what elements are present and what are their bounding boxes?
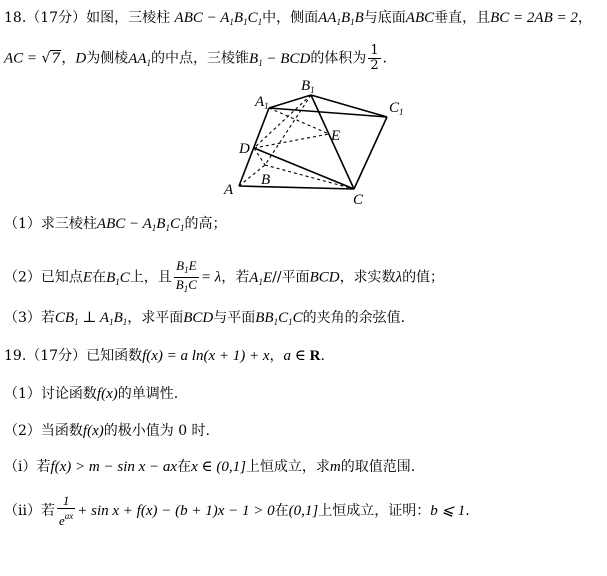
plane-bcd: BCD xyxy=(309,269,340,286)
sub-text: 的夹角的余弦值. xyxy=(302,310,406,326)
plane-bcd: BCD xyxy=(183,310,214,326)
edge-de xyxy=(254,134,329,148)
sub-label: （1） xyxy=(4,216,41,232)
sub-text: 的高； xyxy=(184,216,227,232)
edge-a1b1 xyxy=(269,95,311,108)
label-b: B xyxy=(261,172,271,188)
label-c1: $C_1$ xyxy=(389,100,404,117)
domain-i: x ∈ (0,1] xyxy=(191,459,246,475)
sub-text: 已知点 xyxy=(40,269,83,286)
q18-text: . xyxy=(382,50,388,67)
q18-sub2 xyxy=(4,259,444,296)
face-name: $AA_1B_1B$ xyxy=(318,10,364,27)
ratio-fraction: $\frac{B_1E}{B_1C}$ xyxy=(175,258,197,294)
sub-text: 若 xyxy=(40,310,55,326)
q18-sub1 xyxy=(4,214,226,238)
sub-text: 的取值范围. xyxy=(340,459,416,475)
sub-text: 当函数 xyxy=(40,423,83,439)
q18-number: 18. xyxy=(4,10,27,26)
q18-sub3 xyxy=(4,308,405,332)
volume-fraction: $\frac{1}{2}$ xyxy=(370,43,379,73)
base-name: ABC xyxy=(405,10,435,26)
sub-label: （ii） xyxy=(4,503,41,519)
sub-text: 的单调性. xyxy=(117,386,179,402)
q18-text: 中，侧面 xyxy=(262,10,319,26)
function-def: f(x) = a ln(x + 1) + x xyxy=(142,348,270,364)
sub-text: ，若 xyxy=(221,269,250,286)
q18-text: 如图，三棱柱 xyxy=(86,10,171,26)
q19-number: 19. xyxy=(4,348,27,364)
exp-fraction: $\frac{1}{e^{ax}}$ xyxy=(58,493,74,528)
q18-score: （17分） xyxy=(26,10,87,26)
sub-text: 在 xyxy=(177,459,192,475)
label-a1: $A_1$ xyxy=(255,94,269,111)
edge-ac xyxy=(239,186,354,189)
sub-text: 在 xyxy=(274,503,289,519)
q19-score: （17分） xyxy=(26,348,87,364)
label-c: C xyxy=(353,192,364,208)
sub-label: （2） xyxy=(4,269,41,286)
param-domain: a ∈ xyxy=(283,348,310,364)
q19-subi xyxy=(4,457,415,477)
q19-text: . xyxy=(320,348,325,364)
edge-bc xyxy=(265,165,354,189)
sub-text: 讨论函数 xyxy=(40,386,97,402)
conclusion: b ⩽ 1 xyxy=(430,503,466,519)
d-label: D xyxy=(75,50,87,67)
ac-label: AC = xyxy=(4,50,38,67)
lambda-eq: = λ xyxy=(200,269,222,286)
edge-name: $AA_1$ xyxy=(128,50,152,68)
bc-equation: BC = 2AB = 2 xyxy=(490,10,578,26)
q19-subii xyxy=(4,494,470,528)
prism-name: ABC − $A_1B_1C_1$ xyxy=(174,10,263,27)
sub-text: 的值； xyxy=(402,269,445,286)
prism-name: ABC − $A_1B_1C_1$ xyxy=(96,216,185,233)
q19-text: ， xyxy=(269,348,284,364)
reals-symbol: R xyxy=(309,348,321,364)
q18-text: 为侧棱 xyxy=(86,50,129,67)
sub-text: 与平面 xyxy=(213,310,256,326)
sub-text: 若 xyxy=(40,503,55,519)
plane-bb1c1c: $BB_1C_1C$ xyxy=(255,310,303,327)
inequality-i: f(x) > m − sin x − ax xyxy=(50,459,178,475)
sub-text: 的极小值为 0 时. xyxy=(103,423,211,439)
sub-label: （3） xyxy=(4,310,41,326)
sub-text: 在 xyxy=(92,269,107,286)
sub-label: （1） xyxy=(4,386,41,402)
q18-text: ， xyxy=(61,50,76,67)
edge-c1c xyxy=(354,117,387,189)
sub-text: //平面 xyxy=(272,269,310,286)
label-e: E xyxy=(331,128,341,144)
q18-text: 垂直，且 xyxy=(434,10,491,26)
q19-sub2 xyxy=(4,421,210,441)
function-ref: f(x) xyxy=(96,386,118,402)
pyramid-name: $B_1$ − BCD xyxy=(249,50,311,68)
perp-statement: $CB_1$ ⊥ $A_1B_1$ xyxy=(54,310,128,327)
label-d: D xyxy=(239,141,250,157)
sub-text: . xyxy=(465,503,470,519)
prism-figure xyxy=(215,78,415,208)
sqrt-seven: 7 xyxy=(51,50,61,67)
q19-text: 已知函数 xyxy=(86,348,143,364)
function-ref: f(x) xyxy=(82,423,104,439)
q18-text: 与底面 xyxy=(363,10,406,26)
q18-text: 的中点，三棱锥 xyxy=(151,50,250,67)
q18-text: 的体积为 xyxy=(310,50,367,67)
label-a: A xyxy=(224,182,234,198)
q19-line1 xyxy=(4,346,325,366)
lambda: λ xyxy=(395,269,403,286)
line-a1e: $A_1E$ xyxy=(249,269,273,287)
sub-text: 上，且 xyxy=(129,269,172,286)
sub-text: 上恒成立，求 xyxy=(245,459,330,475)
point-e: E xyxy=(82,269,93,286)
q19-sub1 xyxy=(4,384,178,404)
segment-b1c: $B_1C$ xyxy=(106,269,130,287)
q18-line1: 18.（17分）如图，三棱柱 ABC − $A_1B_1C_1$中，侧面$AA_1B_1B$与底面ABC垂直，且BC = 2AB = 2， xyxy=(4,10,592,27)
sub-text: ，求平面 xyxy=(127,310,184,326)
sub-text: 求三棱柱 xyxy=(40,216,97,232)
sub-text: 上恒成立，证明： xyxy=(318,503,431,519)
sub-text: ，求实数 xyxy=(339,269,396,286)
sub-label: （2） xyxy=(4,423,41,439)
inequality-ii: + sin x + f(x) − (b + 1)x − 1 > 0 xyxy=(77,503,275,519)
label-b1: $B_1$ xyxy=(301,78,315,95)
var-m: m xyxy=(329,459,341,475)
q18-line2: AC = √7，D为侧棱$AA_1$的中点，三棱锥$B_1$ − BCD的体积为 $\frac{1}{2}$ . xyxy=(4,43,388,73)
sub-label: （i） xyxy=(4,459,37,475)
domain-ii: (0,1] xyxy=(288,503,319,519)
sub-text: 若 xyxy=(36,459,51,475)
